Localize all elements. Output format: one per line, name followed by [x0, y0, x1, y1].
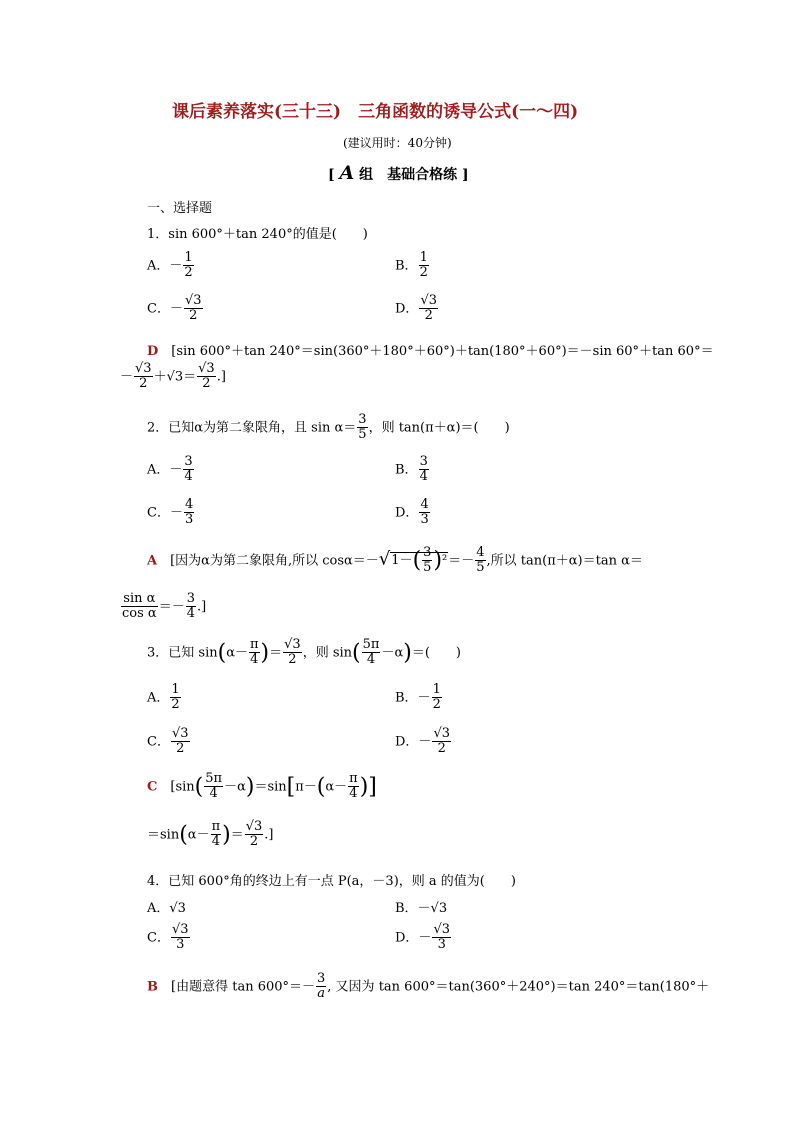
q3-option-c: C． $\frac{√3}{2}$ [147, 726, 189, 757]
q4-option-c: C． $\frac{√3}{3}$ [147, 922, 189, 953]
q2-option-b: B． $\frac{3}{4}$ [395, 454, 428, 485]
q4-option-b: B．－√3 [395, 901, 448, 916]
q2-answer: A [147, 553, 158, 569]
q1-option-b: B． $\frac{1}{2}$ [395, 250, 428, 281]
q3-explanation-line1: C [sin( $\frac{5\pi}{4}$ －α)＝sin[π－(α－ $\frac{\pi}{4}$ )] [147, 771, 377, 802]
q2-option-d: D． $\frac{4}{3}$ [395, 497, 429, 528]
group-heading [328, 162, 469, 184]
q4-explanation-line1: B [由题意得 tan 600°＝－ $\frac{3}{a}$ , 又因为 tan 600°＝tan(360°＋240°)＝tan 240°＝tan(180°＋ [147, 971, 710, 1002]
q3-explanation-line2: ＝sin(α－ $\frac{\pi}{4}$ )＝ $\frac{√3}{2}$ .] [147, 819, 274, 850]
bracket-right: ] [462, 167, 469, 183]
q2-option-a: A．－ $\frac{3}{4}$ [147, 454, 193, 485]
q1-option-c: C．－ $\frac{√3}{2}$ [147, 293, 202, 324]
q2-explanation-line2: $\frac{\text{sin α}}{\text{cos α}}$ ＝－ $\frac{3}{4}$ .] [122, 591, 207, 622]
q1-explanation-line1: D [sin 600°＋tan 240°＝sin(360°＋180°＋60°)＋tan(180°＋60°)＝－sin 60°＋tan 60°＝ [147, 344, 714, 359]
q2-stem: 2．已知α为第二象限角，且 sin α＝ $\frac{3}{5}$ ，则 tan(π＋α)＝( ) [147, 412, 510, 443]
q2-explanation-line1: A [因为α为第二象限角,所以 cosα＝－√1－( $\frac{3}{5}$ )²＝－ $\frac{4}{5}$ ,所以 tan(π＋α)＝tan α＝ [147, 545, 643, 576]
q3-option-d: D．－ $\frac{√3}{2}$ [395, 726, 450, 757]
bracket-left: [ [328, 167, 335, 183]
q3-option-b: B．－ $\frac{1}{2}$ [395, 682, 441, 713]
page-title: 课后素养落实(三十三) 三角函数的诱导公式(一～四) [172, 102, 579, 122]
q3-stem: 3．已知 sin(α－ $\frac{\pi}{4}$ )＝ $\frac{√3}{2}$ ，则 sin( $\frac{5\pi}{4}$ －α)＝( ) [147, 637, 461, 668]
time-note: (建议用时：40分钟) [343, 136, 452, 150]
group-letter: A [339, 162, 355, 184]
section-label: 一、选择题 [147, 201, 213, 216]
q4-answer: B [147, 979, 158, 995]
q1-explanation-line2: － $\frac{√3}{2}$ ＋√3＝ $\frac{√3}{2}$ .] [120, 361, 226, 392]
q1-option-a: A．－ $\frac{1}{2}$ [147, 250, 193, 281]
q2-option-c: C．－ $\frac{4}{3}$ [147, 497, 194, 528]
q1-answer: D [147, 344, 159, 359]
q1-stem: 1．sin 600°＋tan 240°的值是( ) [147, 227, 368, 242]
q4-option-a: A．√3 [147, 901, 186, 916]
q4-stem: 4．已知 600°角的终边上有一点 P(a，－3)，则 a 的值为( ) [147, 874, 516, 889]
q1-option-d: D． $\frac{√3}{2}$ [395, 293, 437, 324]
q4-option-d: D．－ $\frac{√3}{3}$ [395, 922, 450, 953]
group-text: 组 基础合格练 [359, 167, 458, 183]
q3-option-a: A． $\frac{1}{2}$ [147, 682, 180, 713]
q3-answer: C [147, 779, 158, 795]
